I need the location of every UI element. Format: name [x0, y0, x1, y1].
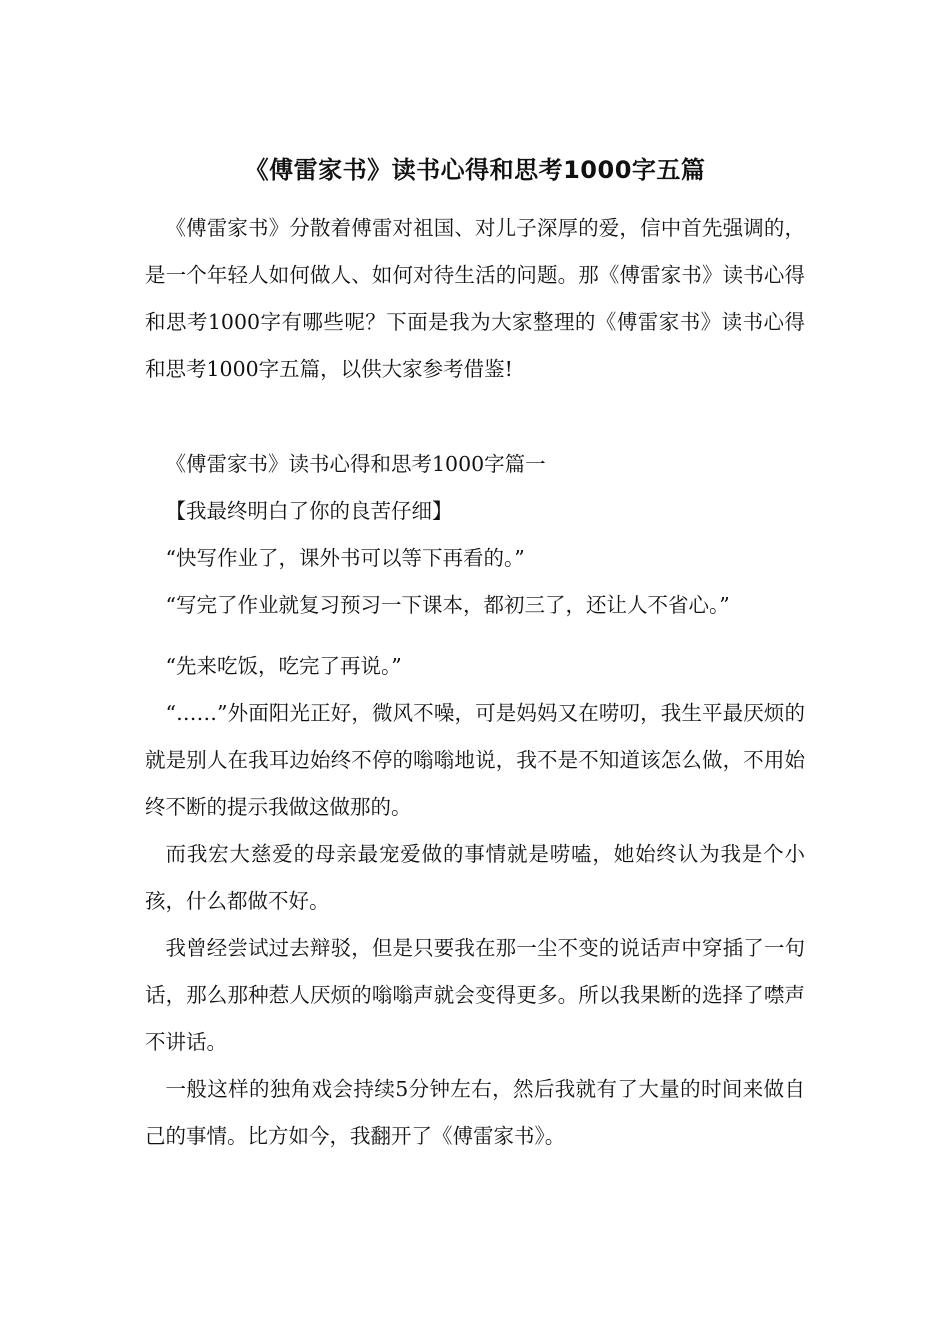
spacer — [145, 393, 805, 441]
body-paragraph: “……”外面阳光正好，微风不噪，可是妈妈又在唠叨，我生平最厌烦的就是别人在我耳边始终不停的嗡嗡地说，我不是不知道该怎么做，不用始终不断的提示我做这做那的。 — [145, 701, 805, 819]
body-paragraph: 一般这样的独角戏会持续5分钟左右，然后我就有了大量的时间来做自己的事情。比方如今，我翻开了《傅雷家书》。 — [145, 1077, 805, 1148]
body-paragraph: 而我宏大慈爱的母亲最宠爱做的事情就是唠嗑，她始终认为我是个小孩，什么都做不好。 — [145, 842, 805, 913]
section-heading: 《傅雷家书》读书心得和思考1000字篇一 — [165, 452, 546, 476]
document-body — [145, 205, 805, 1160]
document-title: 《傅雷家书》读书心得和思考1000字五篇 — [244, 156, 706, 184]
intro-paragraph: 《傅雷家书》分散着傅雷对祖国、对儿子深厚的爱，信中首先强调的，是一个年轻人如何做人、如何对待生活的问题。那《傅雷家书》读书心得和思考1000字有哪些呢？下面是我为大家整理的《傅雷家书》读书心得和思考1000字五篇，以供大家参考借鉴! — [145, 216, 805, 381]
body-paragraph: “快写作业了，课外书可以等下再看的。” — [165, 546, 525, 570]
body-paragraph: 我曾经尝试过去辩驳，但是只要我在那一尘不变的说话声中穿插了一句话，那么那种惹人厌烦的嗡嗡声就会变得更多。所以我果断的选择了噤声不讲话。 — [145, 936, 805, 1054]
body-paragraph: “写完了作业就复习预习一下课本，都初三了，还让人不省心。” — [165, 593, 730, 617]
body-paragraph: “先来吃饭，吃完了再说。” — [165, 654, 402, 678]
spacer — [145, 629, 805, 643]
section-subtitle: 【我最终明白了你的良苦仔细】 — [165, 499, 453, 523]
